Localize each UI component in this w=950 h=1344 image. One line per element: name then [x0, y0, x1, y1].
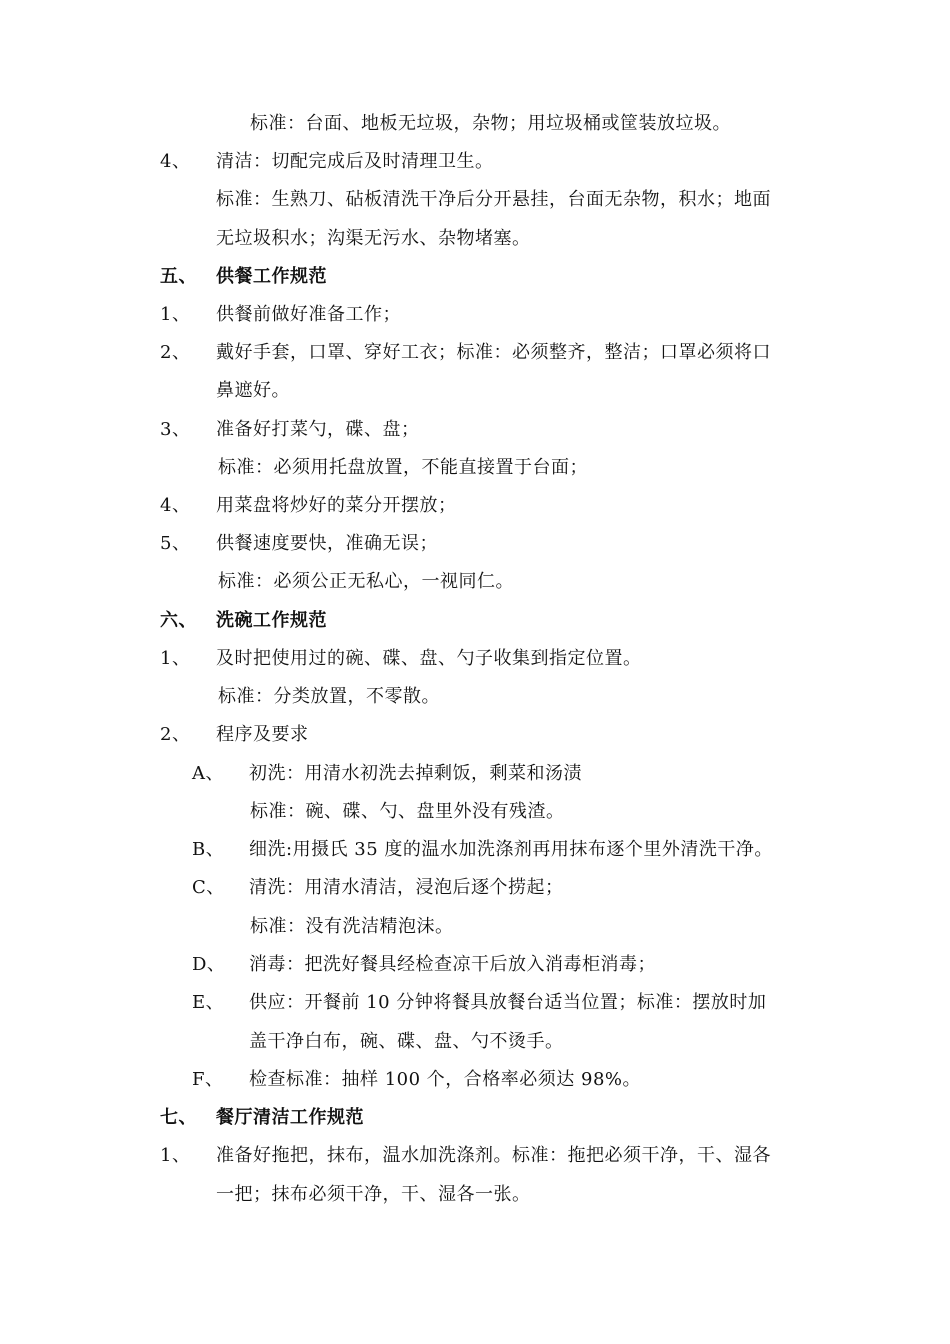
- list-marker: 5、: [160, 533, 191, 554]
- line-text: 标准：分类放置，不零散。: [218, 686, 440, 707]
- line-text: 供餐前做好准备工作；: [216, 304, 401, 325]
- text-line: [216, 188, 771, 212]
- list-marker: 2、: [160, 724, 191, 745]
- list-marker: A、: [192, 763, 224, 784]
- text-line: [218, 685, 440, 709]
- list-marker: D、: [192, 954, 226, 975]
- list-marker: C、: [192, 877, 225, 898]
- list-marker: B、: [192, 839, 225, 860]
- line-text: 标准：台面、地板无垃圾，杂物；用垃圾桶或筐装放垃圾。: [250, 113, 731, 134]
- line-text: 鼻遮好。: [216, 380, 290, 401]
- line-text: 一把；抹布必须干净，干、湿各一张。: [216, 1184, 531, 1205]
- line-text: 标准：碗、碟、勺、盘里外没有残渣。: [250, 801, 565, 822]
- text-line: [250, 915, 454, 939]
- section-number: 五、: [160, 266, 197, 287]
- list-marker: F、: [192, 1069, 224, 1090]
- line-text: 细洗:用摄氏 35 度的温水加洗涤剂再用抹布逐个里外清洗干净。: [249, 839, 773, 860]
- list-marker: 1、: [160, 1145, 191, 1166]
- text-line: [218, 570, 514, 594]
- text-line: [216, 227, 531, 251]
- list-marker: 1、: [160, 304, 191, 325]
- section-number: 七、: [160, 1107, 197, 1128]
- list-marker: 2、: [160, 342, 191, 363]
- line-text: 清洗：用清水清洁，浸泡后逐个捞起；: [249, 877, 564, 898]
- line-text: 准备好打菜勺，碟、盘；: [216, 419, 420, 440]
- line-text: 供餐速度要快，准确无误；: [216, 533, 438, 554]
- text-line: [216, 1183, 531, 1207]
- text-line: [250, 800, 565, 824]
- list-marker: 4、: [160, 151, 191, 172]
- text-line: [218, 456, 588, 480]
- line-text: 消毒：把洗好餐具经检查凉干后放入消毒柜消毒；: [249, 954, 656, 975]
- section-title: 洗碗工作规范: [216, 610, 327, 631]
- list-marker: 1、: [160, 648, 191, 669]
- line-text: 标准：没有洗洁精泡沫。: [250, 916, 454, 937]
- text-line: [250, 112, 731, 136]
- line-text: 清洁：切配完成后及时清理卫生。: [216, 151, 494, 172]
- line-text: 无垃圾积水；沟渠无污水、杂物堵塞。: [216, 228, 531, 249]
- line-text: 供应：开餐前 10 分钟将餐具放餐台适当位置；标准：摆放时加: [249, 992, 767, 1013]
- text-line: [216, 379, 290, 403]
- list-marker: 3、: [160, 419, 191, 440]
- section-title: 供餐工作规范: [216, 266, 327, 287]
- section-title: 餐厅清洁工作规范: [216, 1107, 364, 1128]
- line-text: 及时把使用过的碗、碟、盘、勺子收集到指定位置。: [216, 648, 642, 669]
- section-number: 六、: [160, 610, 197, 631]
- line-text: 检查标准：抽样 100 个，合格率必须达 98%。: [249, 1069, 642, 1090]
- list-marker: E、: [192, 992, 225, 1013]
- line-text: 标准：必须公正无私心，一视同仁。: [218, 571, 514, 592]
- line-text: 戴好手套，口罩、穿好工衣；标准：必须整齐，整洁；口罩必须将口: [216, 342, 771, 363]
- list-marker: 4、: [160, 495, 191, 516]
- line-text: 盖干净白布，碗、碟、盘、勺不烫手。: [249, 1031, 564, 1052]
- line-text: 准备好拖把，抹布，温水加洗涤剂。标准：拖把必须干净，干、湿各: [216, 1145, 771, 1166]
- text-line: [249, 1030, 564, 1054]
- line-text: 标准：必须用托盘放置，不能直接置于台面；: [218, 457, 588, 478]
- line-text: 程序及要求: [216, 724, 309, 745]
- line-text: 初洗：用清水初洗去掉剩饭，剩菜和汤渍: [249, 763, 582, 784]
- line-text: 用菜盘将炒好的菜分开摆放；: [216, 495, 457, 516]
- line-text: 标准：生熟刀、砧板清洗干净后分开悬挂，台面无杂物，积水；地面: [216, 189, 771, 210]
